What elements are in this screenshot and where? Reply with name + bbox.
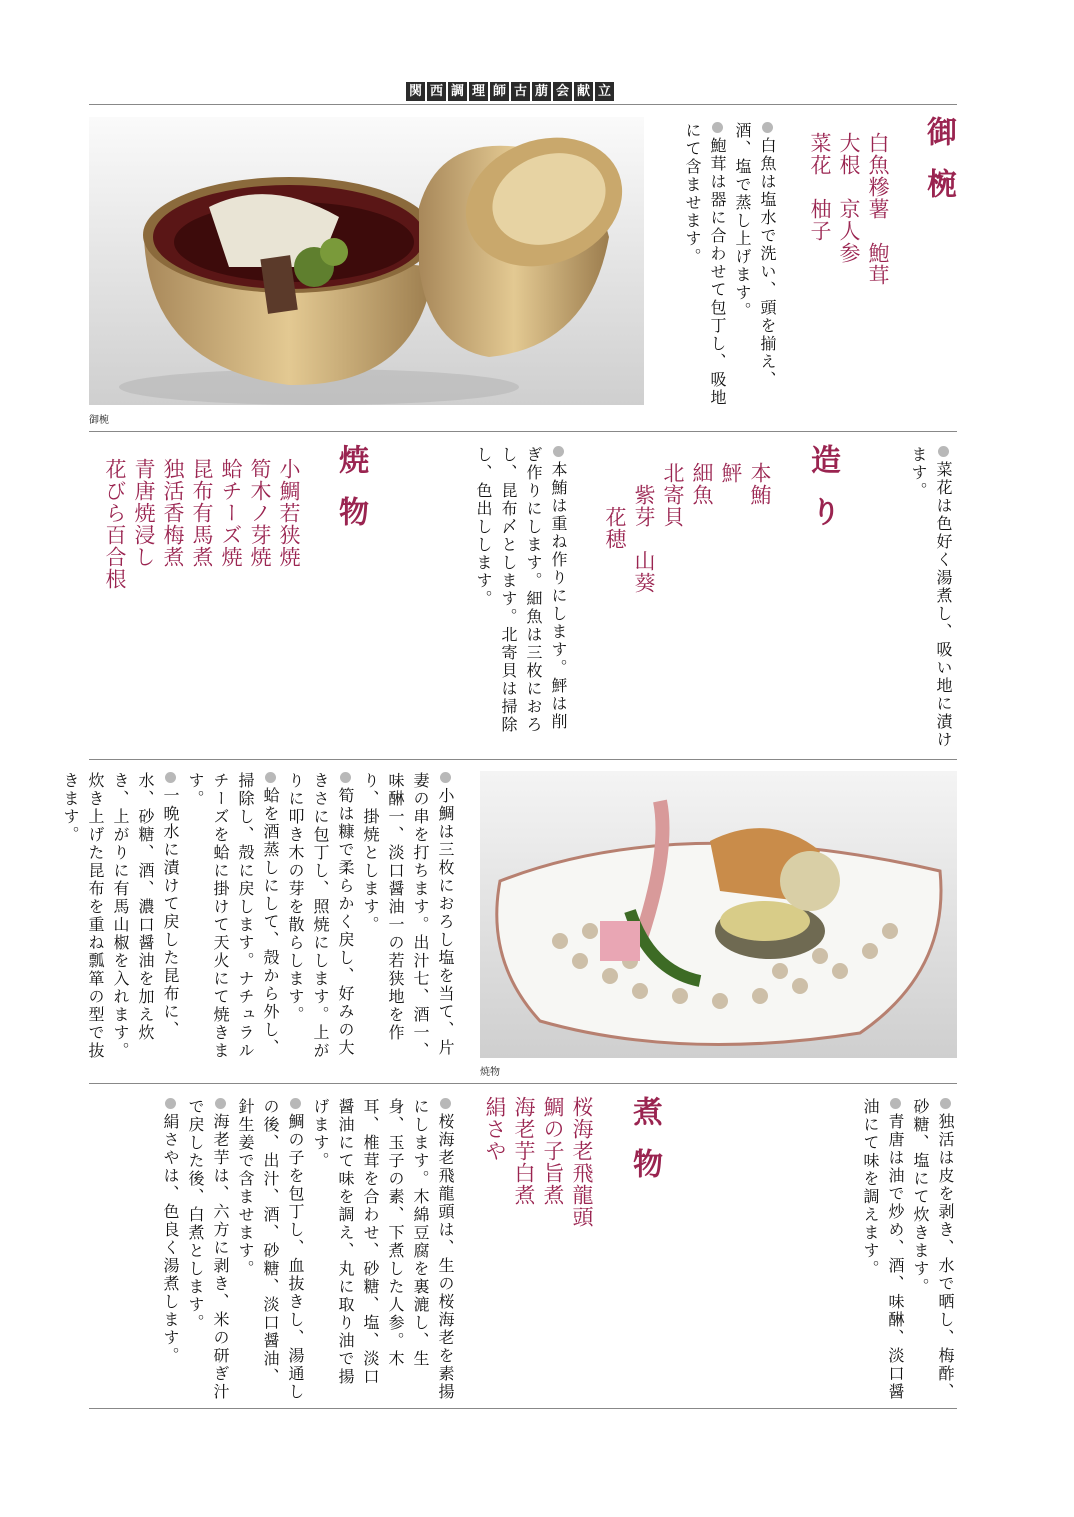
bullet-icon xyxy=(215,1098,226,1109)
header-char: 師 xyxy=(490,82,509,101)
owan-notes xyxy=(660,122,780,422)
owan-title: 御椀 xyxy=(921,116,956,220)
nimono-title: 煮物 xyxy=(627,1096,662,1200)
dish-item: 昆布有馬煮 xyxy=(190,458,214,568)
nimono-dish-list xyxy=(480,1096,596,1296)
note-item: 一晩水に漬けて戻した昆布に、水、砂糖、酒、濃口醤油を加え炊き、上がりに有馬山椒を入れます。炊き上げた昆布を重ね瓢箪の型で抜きます。 xyxy=(61,772,180,1060)
owan-notes-continued xyxy=(898,446,956,751)
header-char: 萠 xyxy=(532,82,551,101)
note-item: 桜海老飛龍頭は、生の桜海老を素揚にします。木綿豆腐を裏漉し、生身、玉子の素、下煮した人参。木耳、椎茸を合わせ、砂糖、塩、淡口醤油にて味を調え、丸に取り油で揚げます。 xyxy=(311,1098,455,1401)
note-item: 青唐は油で炒め、酒、味醂、淡口醤油にて味を調えます。 xyxy=(861,1098,905,1401)
dish-item: 青唐焼浸し xyxy=(132,458,156,568)
yakimono-photo-caption: 焼物 xyxy=(480,1067,500,1078)
owan-photo xyxy=(89,117,644,405)
nimono-notes xyxy=(96,1098,458,1403)
divider xyxy=(89,759,957,760)
dish-item: 桜海老飛龍頭 xyxy=(570,1096,594,1228)
bullet-icon xyxy=(762,122,773,133)
bullet-icon xyxy=(340,772,351,783)
tsukuri-dish-list xyxy=(600,462,774,662)
dish-item: 紫芽 山葵 xyxy=(632,462,656,594)
dish-item: 海老芋白煮 xyxy=(512,1096,536,1206)
divider xyxy=(89,104,957,105)
owan-dish-list xyxy=(805,132,892,332)
bullet-icon xyxy=(940,1098,951,1109)
header-char: 調 xyxy=(448,82,467,101)
dish-item: 鯛の子旨煮 xyxy=(541,1096,565,1206)
note-item: 鯛の子を包丁し、血抜きし、湯通しの後、出汁、酒、砂糖、淡口醤油、針生姜で含ませます。 xyxy=(236,1098,305,1401)
note-item: 蛤を酒蒸しにして、殻から外し、掃除し、殻に戻します。ナチュラルチーズを蛤に掛けて天火にて焼きます。 xyxy=(186,772,280,1060)
note-item: 小鯛は三枚におろし塩を当て、片妻の串を打ちます。出汁七、酒一、味醂一、淡口醤油一の若狭地を作り、掛焼とします。 xyxy=(361,772,455,1060)
dish-item: 筍木ノ芽焼 xyxy=(248,458,272,568)
header-title xyxy=(406,82,614,101)
bullet-icon xyxy=(165,772,176,783)
header-char: 立 xyxy=(595,82,614,101)
bullet-icon xyxy=(165,1098,176,1109)
dish-item: 小鯛若狭焼 xyxy=(277,458,301,568)
dish-item: 大根 京人参 xyxy=(837,132,861,264)
dish-item: 鮃 xyxy=(719,462,743,484)
divider xyxy=(89,431,957,432)
yakimono-dish-list xyxy=(100,458,303,638)
note-item: 白魚は塩水で洗い、頭を揃え、酒、塩で蒸し上げます。 xyxy=(733,122,777,389)
dish-item: 本鮪 xyxy=(748,462,772,506)
dish-item: 白魚糝薯 鮑茸 xyxy=(866,132,890,286)
header-char: 古 xyxy=(511,82,530,101)
note-item: 海老芋は、六方に剥き、米の研ぎ汁で戻した後、白煮とします。 xyxy=(186,1098,230,1401)
yakimono-photo xyxy=(480,771,957,1058)
owan-photo-caption: 御椀 xyxy=(89,415,109,426)
bullet-icon xyxy=(938,446,949,457)
yakimono-title: 焼物 xyxy=(333,444,368,548)
tsukuri-title: 造り xyxy=(805,444,840,548)
dish-item: 独活香梅煮 xyxy=(161,458,185,568)
note-item: 独活は皮を剥き、水で晒し、梅酢、砂糖、塩にて炊きます。 xyxy=(911,1098,955,1401)
bullet-icon xyxy=(553,446,564,457)
yakimono-notes xyxy=(61,772,458,1072)
bullet-icon xyxy=(890,1098,901,1109)
dish-item: 花穂 xyxy=(603,462,627,550)
header-char: 関 xyxy=(406,82,425,101)
dish-item: 菜花 柚子 xyxy=(808,132,832,242)
bullet-icon xyxy=(440,772,451,783)
bullet-icon xyxy=(712,122,723,133)
divider xyxy=(89,1408,957,1409)
dish-item: 花びら百合根 xyxy=(103,458,127,590)
note-item: 菜花は色好く湯煮し、吸い地に漬けます。 xyxy=(909,446,953,749)
dish-item: 絹さや xyxy=(483,1096,507,1162)
dish-item: 蛤チーズ焼 xyxy=(219,458,243,568)
note-item: 本鮪は重ね作りにします。鮃は削ぎ作りにします。細魚は三枚におろし、昆布〆とします。北寄貝は掃除し、色出しします。 xyxy=(474,446,568,734)
header-char: 会 xyxy=(553,82,572,101)
bullet-icon xyxy=(440,1098,451,1109)
note-item: 絹さやは、色良く湯煮します。 xyxy=(158,1098,183,1403)
dish-item: 北寄貝 xyxy=(661,462,685,528)
header-char: 西 xyxy=(427,82,446,101)
header-char: 献 xyxy=(574,82,593,101)
header-char: 理 xyxy=(469,82,488,101)
bullet-icon xyxy=(290,1098,301,1109)
yakimono-notes-continued xyxy=(714,1098,958,1403)
dish-item: 細魚 xyxy=(690,462,714,506)
tsukuri-notes xyxy=(426,446,571,746)
note-item: 筍は糠で柔らかく戻し、好みの大きさに包丁し、照焼にします。上がりに叩き木の芽を散らします。 xyxy=(286,772,355,1060)
note-item: 鮑茸は器に合わせて包丁し、吸地にて含ませます。 xyxy=(683,122,727,407)
bullet-icon xyxy=(265,772,276,783)
divider xyxy=(89,1083,957,1084)
